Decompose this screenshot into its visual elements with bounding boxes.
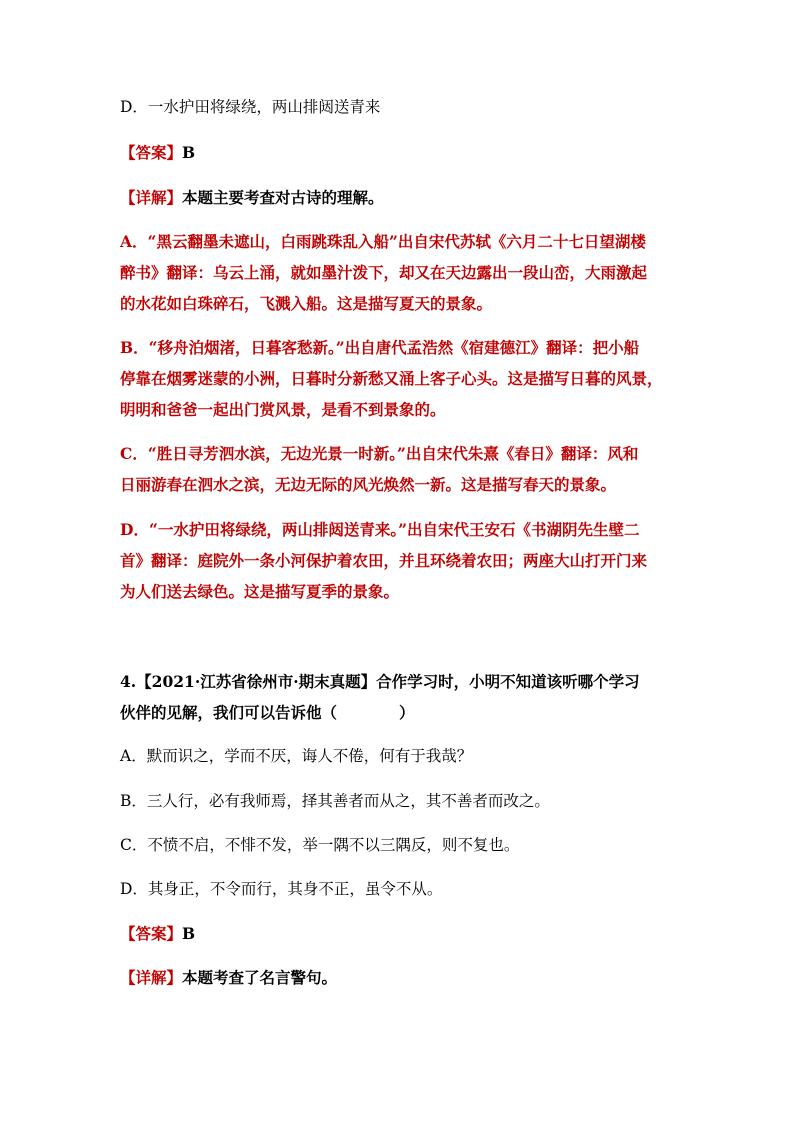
explanation-d-line-3: 为人们送去绿色。这是描写夏季的景象。 (120, 582, 400, 601)
explanation-a-line-3: 的水花如白珠碎石，飞溅入船。这是描写夏天的景象。 (120, 294, 493, 313)
explanation-b-line-3: 明明和爸爸一起出门赏风景，是看不到景象的。 (120, 400, 446, 419)
question-4-detail-line (120, 962, 680, 993)
explanation-c-line-1: C．“胜日寻芳泗水滨，无边光景一时新。”出自宋代朱熹《春日》翻译：风和 (120, 444, 639, 463)
explanation-c-line-2: 日丽游春在泗水之滨，无边无际的风光焕然一新。这是描写春天的景象。 (120, 475, 617, 494)
question-4-answer-line (120, 918, 680, 949)
answer-value: B (182, 143, 196, 162)
option-d-prev: D．一水护田将绿绕，两山排闼送青来 (120, 98, 381, 116)
detail-label: 【详解】 (120, 188, 183, 207)
question-4-answer-label: 【答案】 (120, 924, 183, 943)
explanation-d-line-2: 首》翻译：庭院外一条小河保护着农田，并且环绕着农田；两座大山打开门来 (120, 551, 648, 570)
question-4-line-1: 4.【2021·江苏省徐州市·期末真题】合作学习时，小明不知道该听哪个学习 (120, 672, 640, 691)
detail-line (120, 182, 680, 213)
question-4-option-a: A．默而识之，学而不厌，诲人不倦，何有于我哉？ (120, 747, 473, 765)
question-4-option-c: C．不愤不启，不悱不发，举一隅不以三隅反，则不复也。 (120, 836, 520, 854)
question-4-option-b: B．三人行，必有我师焉，择其善者而从之，其不善者而改之。 (120, 792, 550, 810)
answer-label: 【答案】 (120, 143, 183, 162)
answer-line (120, 137, 680, 168)
question-4-line-2: 伙伴的见解，我们可以告诉他（ ） (120, 703, 415, 722)
explanation-b-line-1: B．“移舟泊烟渚，日暮客愁新。”出自唐代孟浩然《宿建德江》翻译：把小船 (120, 338, 640, 357)
explanation-a-line-2: 醉书》翻译：乌云上涌，就如墨汁泼下，却又在天边露出一段山峦，大雨激起 (120, 263, 648, 282)
explanation-d-line-1: D．“一水护田将绿绕，两山排闼送青来。”出自宋代王安石《书湖阴先生壁二 (120, 520, 640, 539)
explanation-b-line-2: 停靠在烟雾迷蒙的小洲，日暮时分新愁又涌上客子心头。这是描写日暮的风景， (120, 369, 663, 388)
question-4-answer-value: B (182, 924, 196, 943)
question-4-detail-label: 【详解】 (120, 968, 183, 987)
question-4-detail-text: 本题考查了名言警句。 (182, 968, 338, 987)
question-4-option-d: D．其身正，不令而行，其身不正，虽令不从。 (120, 880, 443, 898)
explanation-a-line-1: A．“黑云翻墨未遮山，白雨跳珠乱入船”出自宋代苏轼《六月二十七日望湖楼 (120, 232, 646, 251)
detail-text: 本题主要考查对古诗的理解。 (182, 188, 384, 207)
